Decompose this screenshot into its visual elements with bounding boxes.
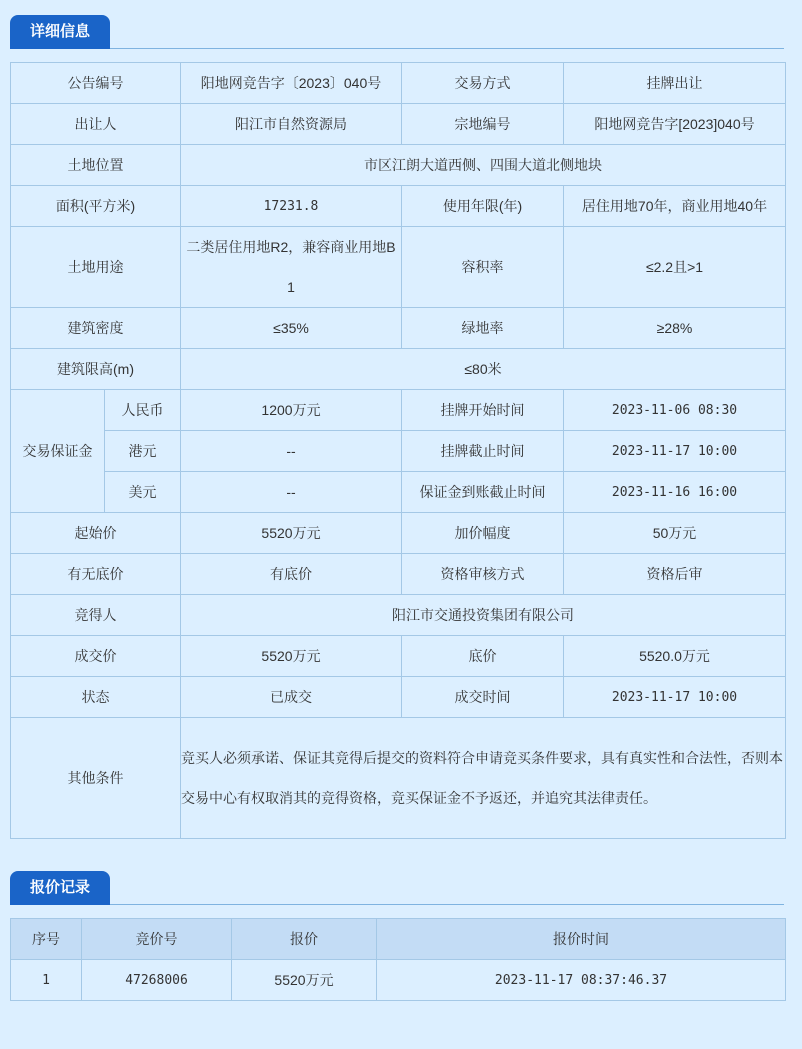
far-value: ≤2.2且>1 bbox=[564, 227, 786, 308]
location-value: 市区江朗大道西侧、四围大道北侧地块 bbox=[181, 145, 786, 186]
winner-value: 阳江市交通投资集团有限公司 bbox=[181, 595, 786, 636]
table-row bbox=[11, 186, 786, 227]
detail-section-header bbox=[10, 12, 784, 49]
height-value: ≤80米 bbox=[181, 349, 786, 390]
height-label: 建筑限高(m) bbox=[11, 349, 181, 390]
hkd-label: 港元 bbox=[105, 431, 181, 472]
table-row bbox=[11, 636, 786, 677]
parcel-no-label: 宗地编号 bbox=[402, 104, 564, 145]
table-row bbox=[11, 63, 786, 104]
far-label: 容积率 bbox=[402, 227, 564, 308]
winner-label: 竞得人 bbox=[11, 595, 181, 636]
trade-method-label: 交易方式 bbox=[402, 63, 564, 104]
table-row bbox=[11, 472, 786, 513]
listing-end-value: 2023-11-17 10:00 bbox=[564, 431, 786, 472]
bid-time: 2023-11-17 08:37:46.37 bbox=[377, 960, 786, 1001]
deal-price-label: 成交价 bbox=[11, 636, 181, 677]
detail-section-tab: 详细信息 bbox=[10, 15, 110, 49]
col-header-price: 报价 bbox=[232, 919, 377, 960]
announcement-no-label: 公告编号 bbox=[11, 63, 181, 104]
table-row bbox=[11, 431, 786, 472]
rmb-value: 1200万元 bbox=[181, 390, 402, 431]
usage-value: 二类居住用地R2，兼容商业用地B1 bbox=[181, 227, 402, 308]
floor-price-label: 底价 bbox=[402, 636, 564, 677]
usage-label: 土地用途 bbox=[11, 227, 181, 308]
seller-value: 阳江市自然资源局 bbox=[181, 104, 402, 145]
listing-start-label: 挂牌开始时间 bbox=[402, 390, 564, 431]
hkd-value: -- bbox=[181, 431, 402, 472]
deposit-deadline-value: 2023-11-16 16:00 bbox=[564, 472, 786, 513]
seller-label: 出让人 bbox=[11, 104, 181, 145]
parcel-no-value: 阳地网竞告字[2023]040号 bbox=[564, 104, 786, 145]
deal-time-value: 2023-11-17 10:00 bbox=[564, 677, 786, 718]
location-label: 土地位置 bbox=[11, 145, 181, 186]
table-row bbox=[11, 960, 786, 1001]
status-label: 状态 bbox=[11, 677, 181, 718]
review-label: 资格审核方式 bbox=[402, 554, 564, 595]
table-row bbox=[11, 227, 786, 308]
listing-end-label: 挂牌截止时间 bbox=[402, 431, 564, 472]
table-row bbox=[11, 349, 786, 390]
other-conditions-value: 竞买人必须承诺、保证其竞得后提交的资料符合申请竞买条件要求，具有真实性和合法性，否则本交易中心有权取消其的竞得资格，竞买保证金不予返还，并追究其法律责任。 bbox=[181, 718, 786, 839]
col-header-index: 序号 bbox=[11, 919, 82, 960]
green-label: 绿地率 bbox=[402, 308, 564, 349]
term-value: 居住用地70年，商业用地40年 bbox=[564, 186, 786, 227]
start-price-label: 起始价 bbox=[11, 513, 181, 554]
usd-label: 美元 bbox=[105, 472, 181, 513]
increment-label: 加价幅度 bbox=[402, 513, 564, 554]
deal-time-label: 成交时间 bbox=[402, 677, 564, 718]
review-value: 资格后审 bbox=[564, 554, 786, 595]
other-conditions-label: 其他条件 bbox=[11, 718, 181, 839]
table-row bbox=[11, 677, 786, 718]
table-header-row bbox=[11, 919, 786, 960]
deposit-deadline-label: 保证金到账截止时间 bbox=[402, 472, 564, 513]
detail-table bbox=[10, 62, 786, 839]
usd-value: -- bbox=[181, 472, 402, 513]
table-row bbox=[11, 595, 786, 636]
bid-index: 1 bbox=[11, 960, 82, 1001]
status-value: 已成交 bbox=[181, 677, 402, 718]
area-label: 面积(平方米) bbox=[11, 186, 181, 227]
floor-price-value: 5520.0万元 bbox=[564, 636, 786, 677]
term-label: 使用年限(年) bbox=[402, 186, 564, 227]
reserve-label: 有无底价 bbox=[11, 554, 181, 595]
col-header-time: 报价时间 bbox=[377, 919, 786, 960]
bid-section-tab: 报价记录 bbox=[10, 871, 110, 905]
table-row bbox=[11, 390, 786, 431]
green-value: ≥28% bbox=[564, 308, 786, 349]
listing-start-value: 2023-11-06 08:30 bbox=[564, 390, 786, 431]
area-value: 17231.8 bbox=[181, 186, 402, 227]
announcement-no-value: 阳地网竞告字〔2023〕040号 bbox=[181, 63, 402, 104]
density-value: ≤35% bbox=[181, 308, 402, 349]
bid-section-header bbox=[10, 868, 784, 905]
table-row bbox=[11, 554, 786, 595]
reserve-value: 有底价 bbox=[181, 554, 402, 595]
col-header-bid-no: 竞价号 bbox=[82, 919, 232, 960]
table-row bbox=[11, 718, 786, 839]
increment-value: 50万元 bbox=[564, 513, 786, 554]
table-row bbox=[11, 308, 786, 349]
density-label: 建筑密度 bbox=[11, 308, 181, 349]
deal-price-value: 5520万元 bbox=[181, 636, 402, 677]
start-price-value: 5520万元 bbox=[181, 513, 402, 554]
rmb-label: 人民币 bbox=[105, 390, 181, 431]
bid-number: 47268006 bbox=[82, 960, 232, 1001]
trade-method-value: 挂牌出让 bbox=[564, 63, 786, 104]
bid-price: 5520万元 bbox=[232, 960, 377, 1001]
table-row bbox=[11, 145, 786, 186]
deposit-label: 交易保证金 bbox=[11, 390, 105, 513]
bid-record-table bbox=[10, 918, 786, 1001]
table-row bbox=[11, 513, 786, 554]
table-row bbox=[11, 104, 786, 145]
